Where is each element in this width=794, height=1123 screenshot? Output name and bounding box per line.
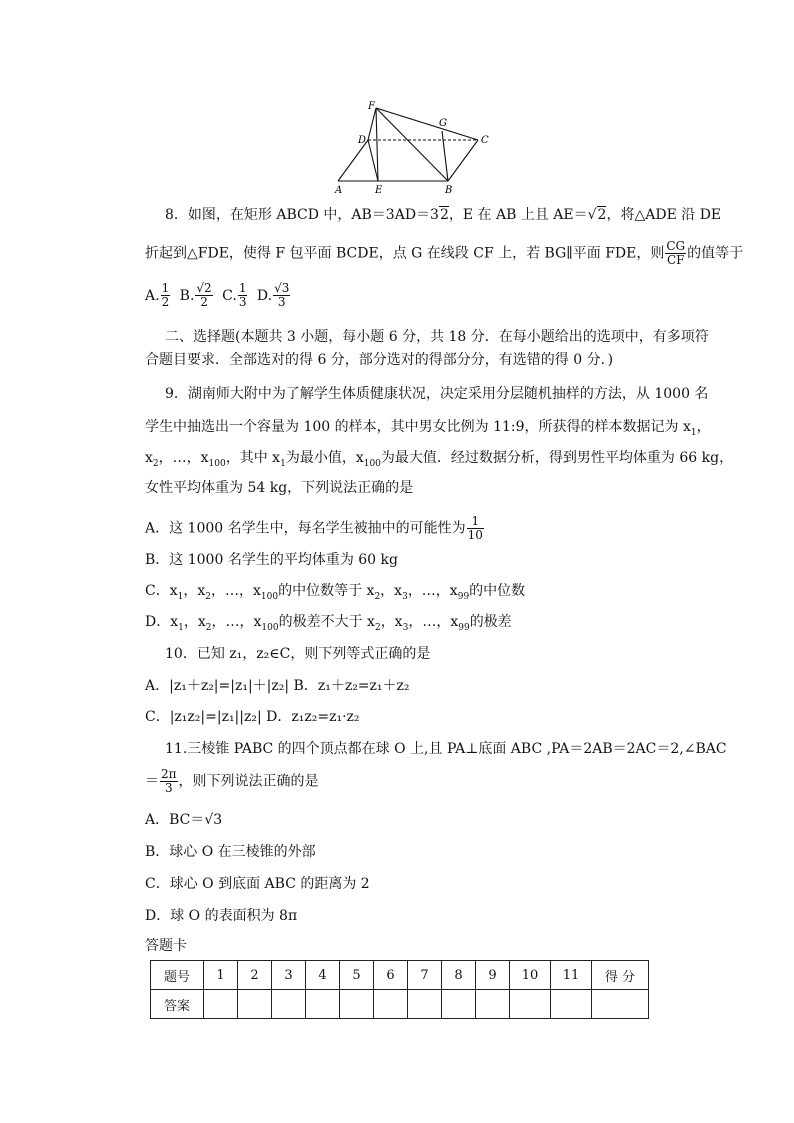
sqrt-2: 2 xyxy=(439,207,449,223)
q8-option-c: C. $\frac{1}{3}$ xyxy=(222,281,247,309)
question-number: 2 xyxy=(238,961,272,990)
q8-line1: 8．如图，在矩形 ABCD 中，AB＝3AD＝32，E 在 AB 上且 AE＝√2，将△ADE 沿 DE xyxy=(165,207,722,223)
q9-line3: $x_2$，…，$x_{100}$，其中 $x_1$为最小值，$x_{100}$为最大值．经过数据分析，得到男性平均体重为 66 kg， xyxy=(145,450,734,469)
q10-options-ab: A．|z₁＋z₂|=|z₁|＋|z₂| B．z₁＋z₂=z₁＋z₂ xyxy=(145,678,410,694)
section2-line2: 合题目要求．全部选对的得 6 分，部分选对的得部分分，有选错的得 0 分．) xyxy=(145,352,614,368)
q10-options-cd: C．|z₁z₂|=|z₁||z₂| D．z₁z₂=z₁·z₂ xyxy=(145,709,360,725)
answer-cell[interactable] xyxy=(238,990,272,1019)
q11-option-c: C．球心 O 到底面 ABC 的距离为 2 xyxy=(145,876,370,892)
q10-line1: 10．已知 z₁，z₂∈C，则下列等式正确的是 xyxy=(165,646,431,662)
label-a: A xyxy=(335,185,343,196)
answer-card-answer-row xyxy=(151,990,649,1019)
score-label: 得 分 xyxy=(592,961,649,990)
question-number: 1 xyxy=(204,961,238,990)
answer-cell[interactable] xyxy=(442,990,476,1019)
q9-option-a: A．这 1000 名学生中，每名学生被抽中的可能性为 $\frac{1}{10}$ xyxy=(145,514,483,542)
label-f: F xyxy=(368,101,375,112)
question-number: 5 xyxy=(340,961,374,990)
q8-option-a: A. $\frac{1}{2}$ xyxy=(145,281,170,309)
q9-line1: 9．湖南师大附中为了解学生体质健康状况，决定采用分层随机抽样的方法，从 1000 名 xyxy=(165,386,709,402)
segment-fe xyxy=(376,108,378,181)
answer-card-table xyxy=(150,960,649,1019)
answer-cell[interactable] xyxy=(551,990,592,1019)
label-c: C xyxy=(481,135,489,146)
label-g: G xyxy=(439,118,447,129)
question-number: 9 xyxy=(476,961,510,990)
q9-option-b: B．这 1000 名学生的平均体重为 60 kg xyxy=(145,552,398,568)
q11-option-a: A．BC＝√3 xyxy=(145,812,223,828)
label-b: B xyxy=(445,185,453,196)
header-label: 题号 xyxy=(151,961,204,990)
segment-gb xyxy=(442,131,448,181)
question-number: 10 xyxy=(510,961,551,990)
segment-fd xyxy=(368,108,376,140)
q11-line1: 11.三棱锥 PABC 的四个顶点都在球 O 上,且 PA⊥底面 ABC ,PA＝2AB＝2AC＝2,∠BAC xyxy=(165,741,727,757)
section2-line1: 二、选择题(本题共 3 小题，每小题 6 分，共 18 分．在每小题给出的选项中，有多项符 xyxy=(165,329,709,345)
answer-cell[interactable] xyxy=(204,990,238,1019)
segment-ad xyxy=(338,140,368,181)
answer-cell[interactable] xyxy=(340,990,374,1019)
q9-line4: 女性平均体重为 54 kg，下列说法正确的是 xyxy=(145,480,414,496)
answer-card-header-row xyxy=(151,961,649,990)
q9-option-d: D．$x_1$，$x_2$，…，$x_{100}$的极差不大于 $x_2$，$x_3$，…，$x_{99}$的极差 xyxy=(145,614,512,633)
question-number: 6 xyxy=(374,961,408,990)
label-d: D xyxy=(358,135,367,146)
fraction-cg-cf: $\frac{CG}{CF}$ xyxy=(666,239,686,267)
answer-cell[interactable] xyxy=(476,990,510,1019)
question-number: 7 xyxy=(408,961,442,990)
answer-cell[interactable] xyxy=(374,990,408,1019)
answer-cell[interactable] xyxy=(272,990,306,1019)
answer-cell[interactable] xyxy=(306,990,340,1019)
answer-card-title: 答题卡 xyxy=(145,938,187,954)
q8-option-d: D. $\frac{√3}{3}$ xyxy=(256,281,290,309)
answer-label: 答案 xyxy=(151,990,204,1019)
geometry-figure xyxy=(330,98,500,198)
q8-options xyxy=(145,282,291,309)
question-number: 11 xyxy=(551,961,592,990)
q11-option-b: B．球心 O 在三棱锥的外部 xyxy=(145,844,316,860)
score-cell[interactable] xyxy=(592,990,649,1019)
answer-cell[interactable] xyxy=(408,990,442,1019)
q11-option-d: D．球 O 的表面积为 8π xyxy=(145,908,298,924)
label-e: E xyxy=(375,185,383,196)
question-number: 3 xyxy=(272,961,306,990)
segment-bc xyxy=(448,140,478,181)
question-number: 4 xyxy=(306,961,340,990)
q9-option-c: C．$x_1$，$x_2$，…，$x_{100}$的中位数等于 $x_2$，$x_3$，…，$x_{99}$的中位数 xyxy=(145,583,526,602)
q9-line2: 学生中抽选出一个容量为 100 的样本，其中男女比例为 11:9，所获得的样本数据记为 $x_1$， xyxy=(145,419,711,438)
q8-line2: 折起到△FDE，使得 F 包平面 BCDE，点 G 在线段 CF 上，若 BG∥平面 FDE，则 $\frac{CG}{CF}$ 的值等于 xyxy=(145,239,744,267)
question-number: 8 xyxy=(442,961,476,990)
answer-cell[interactable] xyxy=(510,990,551,1019)
q11-line2: ＝ $\frac{2\pi}{3}$ ，则下列说法正确的是 xyxy=(145,767,319,795)
q8-option-b: B. $\frac{√2}{2}$ xyxy=(179,281,212,309)
